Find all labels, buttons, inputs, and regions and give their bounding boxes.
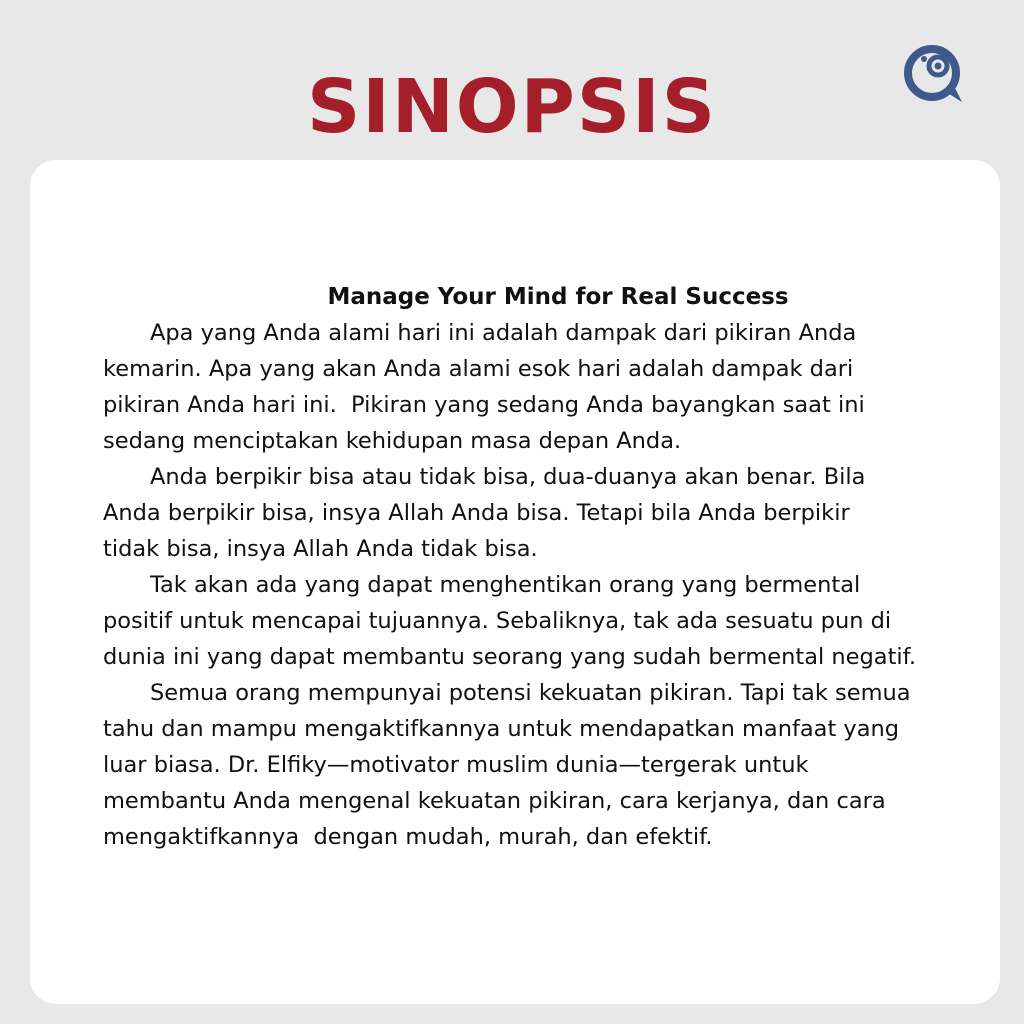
text-line: tidak bisa, insya Allah Anda tidak bisa.	[103, 536, 538, 562]
paragraph	[103, 315, 968, 459]
text-line: Anda berpikir bisa atau tidak bisa, dua-duanya akan benar. Bila	[150, 464, 866, 490]
text-line: Apa yang Anda alami hari ini adalah dampak dari pikiran Anda	[150, 320, 857, 346]
text-line: dunia ini yang dapat membantu seorang yang sudah bermental negatif.	[103, 644, 917, 670]
text-line: luar biasa. Dr. Elfiky—motivator muslim dunia—tergerak untuk	[103, 752, 809, 778]
text-line: membantu Anda mengenal kekuatan pikiran, cara kerjanya, dan cara	[103, 788, 886, 814]
text-line: positif untuk mencapai tujuannya. Sebaliknya, tak ada sesuatu pun di	[103, 608, 892, 634]
text-line: pikiran Anda hari ini. Pikiran yang sedang Anda bayangkan saat ini	[103, 392, 865, 418]
paragraph	[103, 675, 968, 855]
document-body	[103, 315, 968, 855]
page-title: SINOPSIS	[306, 64, 718, 150]
text-line: Tak akan ada yang dapat menghentikan orang yang bermental	[150, 572, 861, 598]
text-line: sedang menciptakan kehidupan masa depan Anda.	[103, 428, 682, 454]
text-line: mengaktifkannya dengan mudah, murah, dan efektif.	[103, 824, 713, 850]
paragraph	[103, 459, 968, 567]
chat-bubble-eye-icon	[902, 42, 966, 106]
paragraph	[103, 567, 968, 675]
text-line: Anda berpikir bisa, insya Allah Anda bisa. Tetapi bila Anda berpikir	[103, 500, 850, 526]
text-line: tahu dan mampu mengaktifkannya untuk mendapatkan manfaat yang	[103, 716, 900, 742]
text-line: Semua orang mempunyai potensi kekuatan pikiran. Tapi tak semua	[150, 680, 911, 706]
text-line: kemarin. Apa yang akan Anda alami esok hari adalah dampak dari	[103, 356, 854, 382]
document-title: Manage Your Mind for Real Success	[327, 284, 789, 310]
